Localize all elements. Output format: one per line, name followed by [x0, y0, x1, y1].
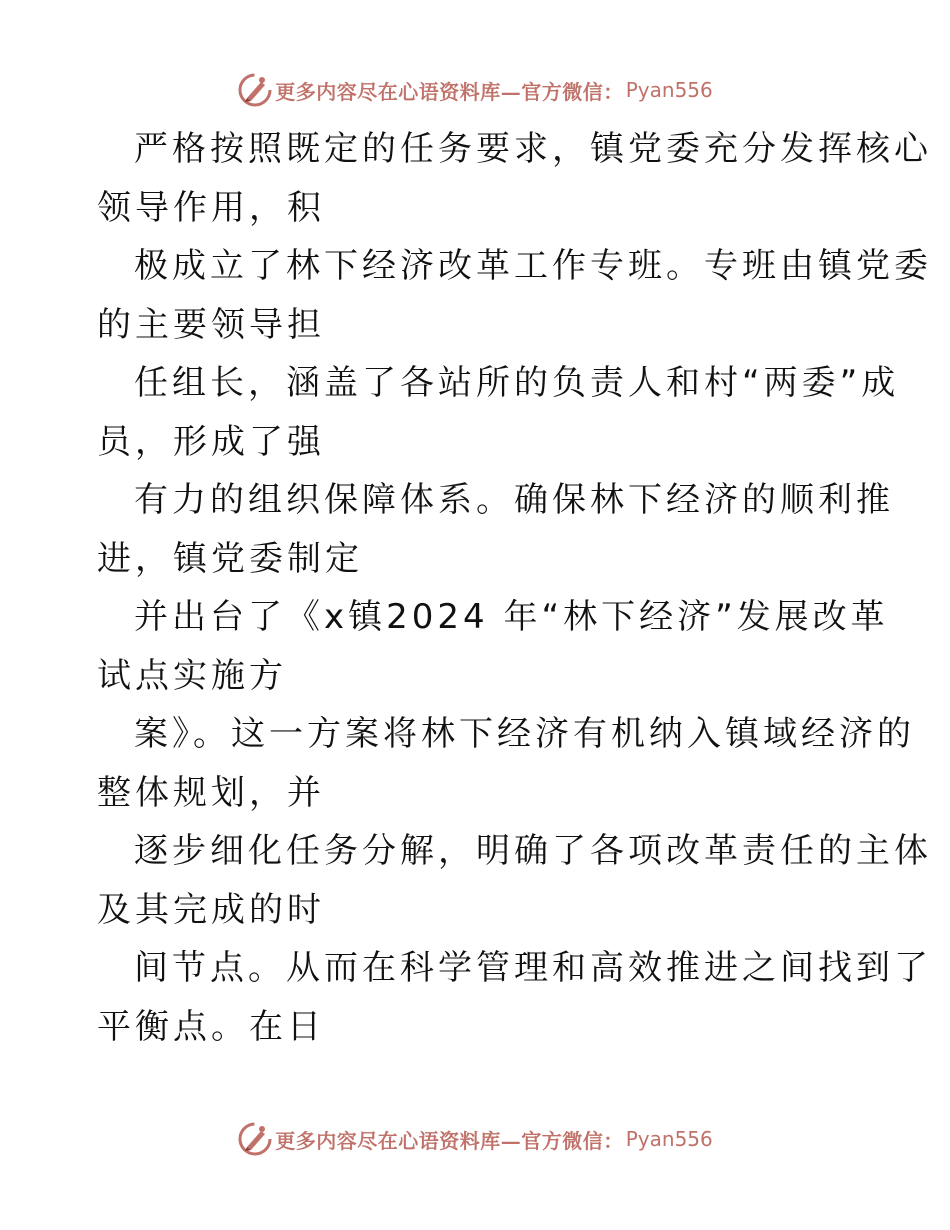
body-line: 整体规划，并	[97, 772, 325, 813]
body-line: 试点实施方	[97, 655, 287, 696]
header-wechat-id: Pyan556	[625, 78, 713, 102]
footer-banner	[0, 1119, 950, 1159]
body-line: 及其完成的时	[97, 889, 325, 930]
footer-banner-inner	[237, 1121, 713, 1157]
body-line: 员，形成了强	[97, 421, 325, 462]
header-banner-inner	[237, 72, 713, 108]
pen-logo-icon	[237, 1121, 273, 1157]
body-line: 逐步细化任务分解，明确了各项改革责任的主体	[134, 831, 932, 871]
header-banner-text: 更多内容尽在心语资料库—官方微信：	[275, 79, 624, 104]
footer-wechat-id: Pyan556	[625, 1127, 713, 1151]
body-line: 进，镇党委制定	[97, 538, 363, 579]
pen-logo-icon	[237, 72, 273, 108]
body-line: 领导作用，积	[97, 187, 325, 228]
body-line: 极成立了林下经济改革工作专班。专班由镇党委	[134, 246, 932, 286]
body-line: 严格按照既定的任务要求，镇党委充分发挥核心	[134, 129, 932, 169]
body-line: 有力的组织保障体系。确保林下经济的顺利推	[134, 480, 894, 520]
body-line: 间节点。从而在科学管理和高效推进之间找到了	[134, 948, 932, 988]
body-line: 任组长，涵盖了各站所的负责人和村“两委”成	[134, 363, 900, 403]
footer-banner-text: 更多内容尽在心语资料库—官方微信：	[275, 1128, 624, 1153]
body-line: 平衡点。在日	[97, 1006, 325, 1047]
body-line: 案》。这一方案将林下经济有机纳入镇域经济的	[134, 714, 915, 754]
header-banner	[0, 70, 950, 110]
body-line: 的主要领导担	[97, 304, 325, 345]
body-line: 并出台了《x镇2024 年“林下经济”发展改革	[134, 597, 889, 637]
document-body	[97, 120, 932, 1056]
